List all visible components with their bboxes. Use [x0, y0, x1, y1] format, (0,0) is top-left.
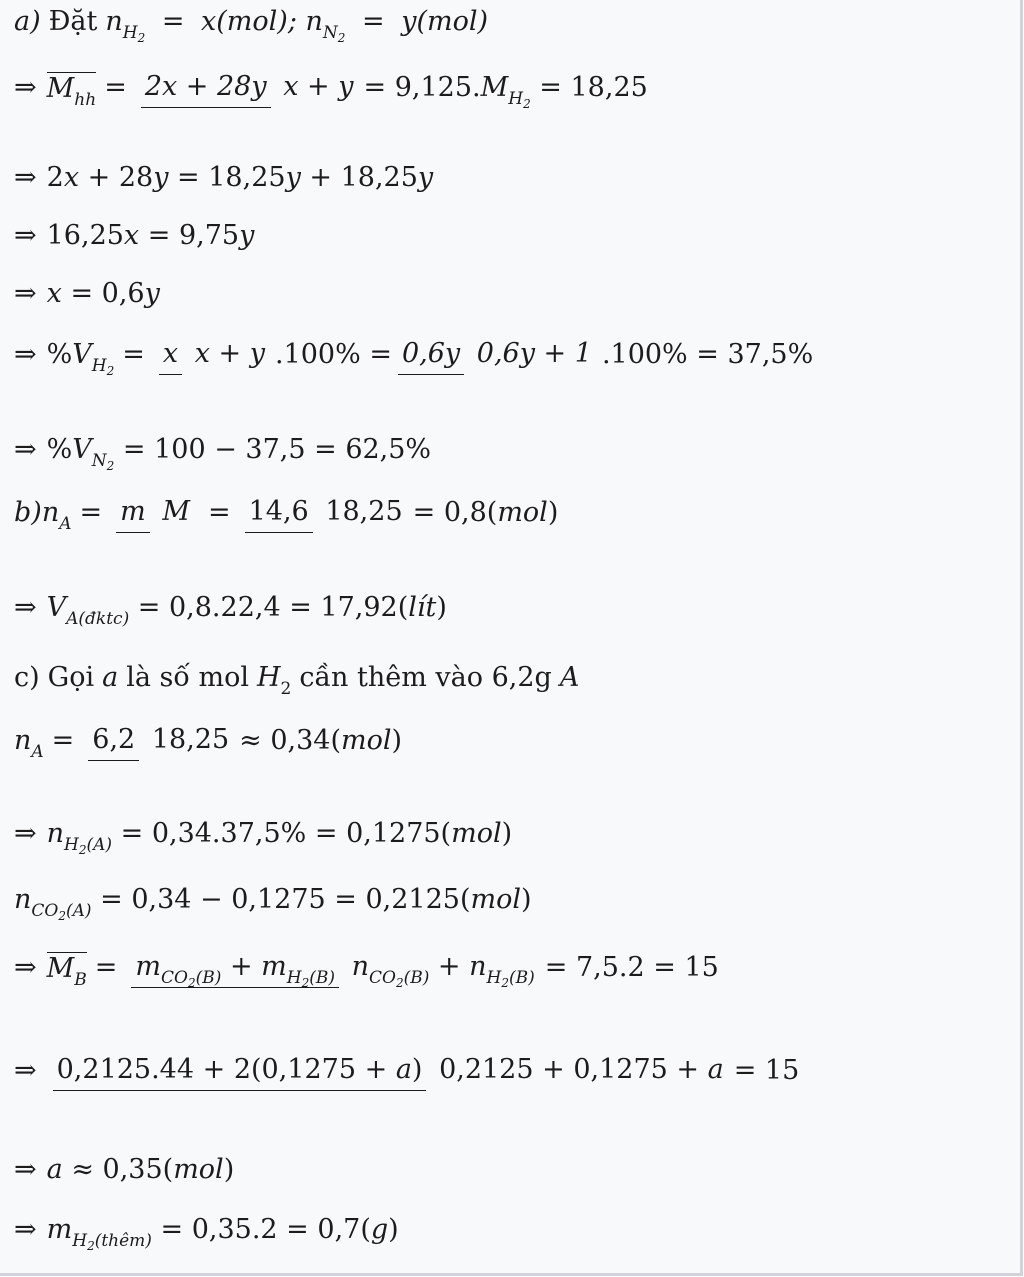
mhh-result: = $9,125.M_{H_2} = 18,25$: [363, 71, 648, 111]
fraction-146-over-1825: 14,6 18,25: [245, 498, 407, 526]
na-symbol-2: $n_A$: [14, 724, 44, 762]
line-equation-1: ⇒ 2x + 28y = 18,25y + 18,25y: [14, 162, 434, 193]
fraction-mhh: [141, 70, 358, 102]
fraction-62-over-1825: 6,2 18,25: [88, 726, 233, 754]
part-c-label: c): [14, 662, 40, 693]
line-mass-h2: ⇒ $m_{H_2(thêm)} = 0,35.2 = 0,7(g)$: [14, 1214, 399, 1253]
na-result: = 0,8(mol): [412, 496, 559, 528]
nco2-a-expression: $n_{CO_2(A)} = 0,34 - 0,1275 = 0,2125(mol)$: [14, 884, 532, 923]
line-volume: ⇒ $V_{A(đktc)} = 0,8.22,4$ = 17,92(lít): [14, 592, 447, 629]
dat-text: Đặt: [48, 6, 98, 37]
percent-vn2: $\%V_{N_2} = 100 - 37,5 = 62,5\%$: [46, 434, 432, 473]
part-a-label: a): [14, 6, 41, 37]
line-equation-2: ⇒ 16,25x = 9,75y: [14, 220, 255, 251]
line-nh2-a: ⇒ $n_{H_2(A)} = 0,34.37,5\% = 0,1275(mol)$: [14, 818, 513, 857]
na-approx: ≈ 0,34(mol): [239, 724, 403, 756]
line-percent-h2: ⇒ $\%V_{H_2}$ = x x + y .100% = 0,6y 0,6y + 1 .100% = 37,5%: [14, 338, 814, 378]
percent-vh2-symbol: $\%V_{H_2}$: [46, 338, 115, 378]
nh2-a-expression: $n_{H_2(A)} = 0,34.37,5\% = 0,1275(mol)$: [46, 818, 513, 857]
mass-h2-expression: $m_{H_2(thêm)} = 0,35.2 = 0,7(g)$: [46, 1214, 399, 1253]
fraction-mb: $m_{CO_2(B)} + m_{H_2(B)}$ $n_{CO_2(B)} + n_{H_2(B)}$: [131, 953, 538, 981]
definition-expression: $n_{H_2} = x(mol)$; $n_{N_2} = y(mol)$: [105, 6, 489, 45]
h2-symbol: $H_2$: [257, 662, 292, 699]
fraction-solve-a: 0,2125.44 + 2(0,1275 + a) 0,2125 + 0,1275 + a: [53, 1056, 728, 1084]
mb-symbol: $M_B$: [46, 953, 87, 990]
line-solve-a: ⇒ 0,2125.44 + 2(0,1275 + a) 0,2125 + 0,1275 + a = 15: [14, 1056, 799, 1084]
fraction-x-over-sum: x x + y: [159, 340, 269, 368]
line-na-62: $n_A$ = 6,2 18,25 ≈ 0,34(mol): [14, 724, 403, 762]
line-nco2-a: [14, 884, 532, 923]
line-mean-mb: ⇒ $M_B$ = $m_{CO_2(B)} + m_{H_2(B)}$ $n_{CO_2(B)} + n_{H_2(B)}$ = 7,5.2 = 15: [14, 950, 719, 990]
na-symbol: $n_A$: [41, 496, 72, 534]
part-b-label: b): [14, 496, 42, 528]
equation-3: x = 0,6y: [46, 278, 160, 309]
equation-1: 2x + 28y = 18,25y + 18,25y: [46, 162, 434, 193]
fraction-numerator: 2x + 28y: [141, 71, 271, 108]
fraction-m-over-M: m M: [116, 498, 194, 526]
line-a-definition: [14, 6, 489, 45]
fraction-06y: 0,6y 0,6y + 1: [398, 340, 596, 368]
mhh-symbol: $M_{hh}$: [46, 73, 97, 110]
line-percent-n2: ⇒ $\%V_{N_2} = 100 - 37,5 = 62,5\%$: [14, 434, 432, 473]
line-c-intro: c) Gọi a là số mol $H_2$ cần thêm vào 6,2g A: [14, 662, 580, 699]
fraction-denominator: x + y: [283, 70, 354, 102]
line-mean-molar-mass: ⇒ $M_{hh}$ = 2x + 28y x + y = $9,125.M_{H_2} = 18,25$: [14, 72, 648, 102]
line-a-value: ⇒ a ≈ 0,35(mol): [14, 1154, 235, 1185]
line-equation-3: ⇒ x = 0,6y: [14, 278, 160, 309]
equation-2: 16,25x = 9,75y: [46, 220, 255, 251]
line-b-moles: b) $n_A$ = m M = 14,6 18,25 = 0,8(mol): [14, 496, 559, 534]
a-value: a ≈ 0,35(mol): [46, 1154, 235, 1185]
volume-expression: $V_{A(đktc)} = 0,8.22,4$ = 17,92(lít): [46, 592, 447, 629]
